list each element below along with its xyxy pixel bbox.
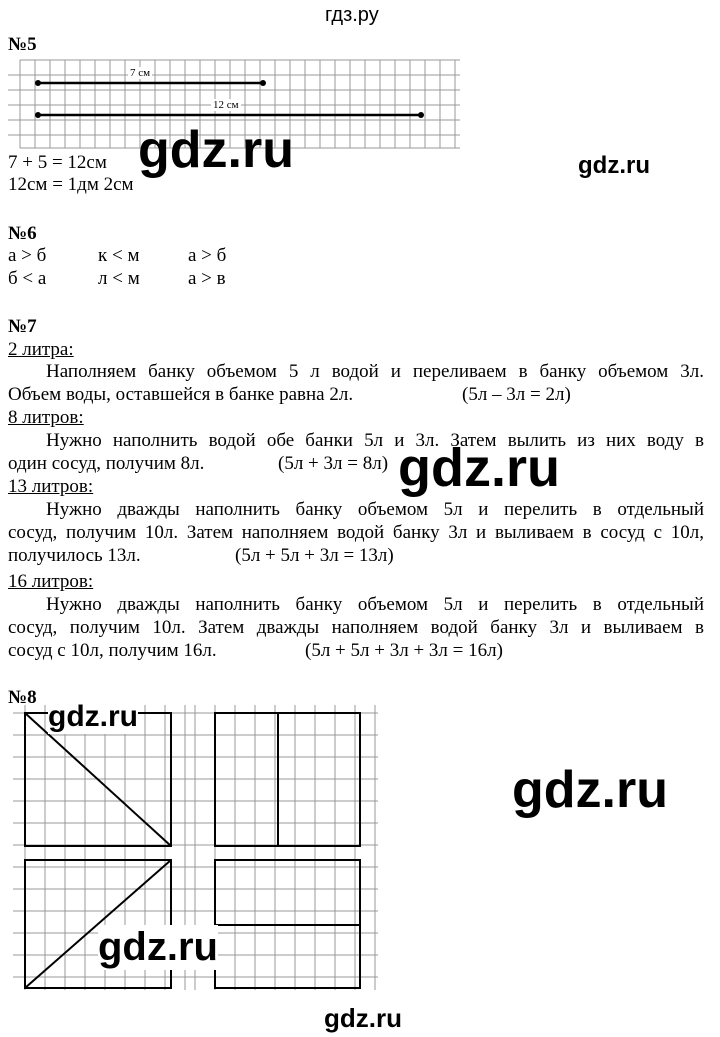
task7-part4-title: 16 литров: bbox=[8, 571, 94, 592]
task7-part4-line2: сосуд, получим 10л. Затем дважды наполняем водой банку 3л и выливаем в bbox=[8, 617, 704, 638]
site-header: гдз.ру bbox=[325, 4, 379, 26]
task7-part1-title: 2 литра: bbox=[8, 339, 74, 360]
segment-7cm-label: 7 см bbox=[130, 67, 151, 79]
task7-part3-line3: получилось 13л. bbox=[8, 545, 141, 566]
task7-part3-line1: Нужно дважды наполнить банку объемом 5л и перелить в отдельный bbox=[46, 499, 704, 520]
task7-part2-line1: Нужно наполнить водой обе банки 5л и 3л. Затем вылить из них воду в bbox=[46, 430, 704, 451]
task7-part2-formula: (5л + 3л = 8л) bbox=[278, 453, 389, 474]
watermark: gdz.ru bbox=[138, 121, 294, 179]
task7-part1-line1: Наполняем банку объемом 5 л водой и переливаем в банку объемом 3л. bbox=[46, 361, 704, 382]
task7-part1-formula: (5л – 3л = 2л) bbox=[462, 384, 571, 405]
task6-cell: а > в bbox=[188, 268, 226, 289]
task7-part3-formula: (5л + 5л + 3л = 13л) bbox=[235, 545, 394, 566]
watermark: gdz.ru bbox=[398, 438, 560, 498]
task8-heading: №8 bbox=[8, 687, 37, 708]
task7-part4-line1: Нужно дважды наполнить банку объемом 5л и перелить в отдельный bbox=[46, 594, 704, 615]
task7-part2-title: 8 литров: bbox=[8, 407, 84, 428]
task6-cell: л < м bbox=[98, 268, 140, 289]
task7-part3-title: 13 литров: bbox=[8, 476, 94, 497]
watermark: gdz.ru bbox=[324, 1003, 402, 1033]
watermark: gdz.ru bbox=[512, 761, 668, 819]
task7-part4-formula: (5л + 5л + 3л + 3л = 16л) bbox=[305, 640, 503, 661]
task7-part4-line3: сосуд с 10л, получим 16л. bbox=[8, 640, 217, 661]
task5-line-2: 12см = 1дм 2см bbox=[8, 174, 134, 195]
task7-part2-line2: один сосуд, получим 8л. bbox=[8, 453, 205, 474]
task7-heading: №7 bbox=[8, 316, 37, 337]
task6-cell: а > б bbox=[8, 245, 47, 266]
task6-cell: б < а bbox=[8, 268, 47, 289]
task6-cell: а > б bbox=[188, 245, 227, 266]
task5-line-1: 7 + 5 = 12см bbox=[8, 152, 107, 173]
task6-cell: к < м bbox=[98, 245, 140, 266]
watermark: gdz.ru bbox=[48, 700, 138, 733]
task6-heading: №6 bbox=[8, 223, 37, 244]
watermark: gdz.ru bbox=[578, 152, 650, 179]
task5-heading: №5 bbox=[8, 34, 37, 55]
segment-12cm-label: 12 см bbox=[213, 99, 239, 111]
task7-part1-line2: Объем воды, оставшейся в банке равна 2л. bbox=[8, 384, 354, 405]
watermark: gdz.ru bbox=[98, 925, 218, 969]
task7-part3-line2: сосуд, получим 10л. Затем наполняем водой банку 3л и выливаем в сосуд с 10л, bbox=[8, 522, 704, 543]
